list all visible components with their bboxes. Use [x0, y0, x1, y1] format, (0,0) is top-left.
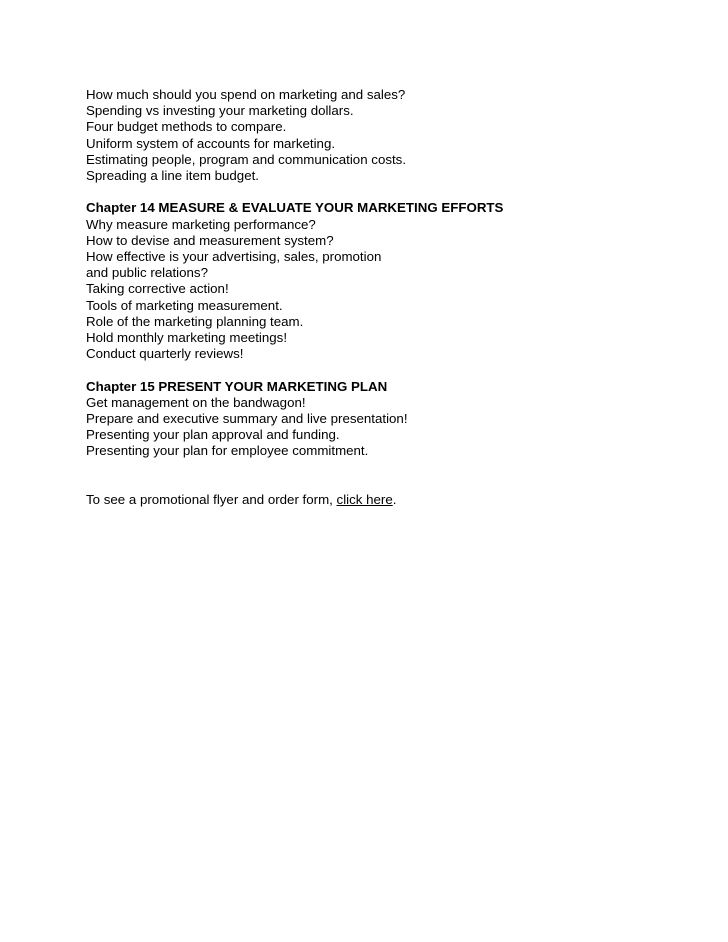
chapter-15-section: [86, 379, 686, 460]
chapter-14-line: How effective is your advertising, sales, promotion: [86, 249, 382, 265]
budget-line: Spreading a line item budget.: [86, 168, 259, 184]
order-form-suffix: .: [392, 492, 397, 508]
chapter-14-line: Role of the marketing planning team.: [86, 313, 304, 329]
budget-line: How much should you spend on marketing and sales?: [86, 87, 406, 102]
chapter-14-section: [86, 200, 686, 362]
chapter-15-line: Presenting your plan approval and funding.: [86, 427, 340, 443]
document-body: [86, 87, 686, 508]
chapter-14-line: Hold monthly marketing meetings!: [86, 330, 288, 346]
budget-line: Four budget methods to compare.: [86, 119, 287, 135]
click-here-link[interactable]: click here: [336, 492, 393, 508]
budget-section: [86, 87, 686, 184]
budget-line: Uniform system of accounts for marketing.: [86, 135, 336, 151]
chapter-14-line: How to devise and measurement system?: [86, 232, 334, 248]
chapter-14-line: Tools of marketing measurement.: [86, 297, 283, 313]
budget-line: Spending vs investing your marketing dollars.: [86, 103, 354, 119]
order-form-paragraph: [86, 492, 686, 508]
spacer: [86, 362, 686, 378]
spacer: [86, 460, 686, 492]
chapter-15-heading: Chapter 15 PRESENT YOUR MARKETING PLAN: [86, 378, 388, 394]
chapter-14-line: Why measure marketing performance?: [86, 216, 316, 232]
chapter-15-line: Presenting your plan for employee commitment.: [86, 443, 369, 459]
chapter-14-line: and public relations?: [86, 265, 208, 281]
chapter-14-heading: Chapter 14 MEASURE & EVALUATE YOUR MARKETING EFFORTS: [86, 200, 504, 216]
spacer: [86, 184, 686, 200]
chapter-15-line: Prepare and executive summary and live presentation!: [86, 411, 408, 427]
order-form-prefix: To see a promotional flyer and order form,: [86, 492, 337, 508]
chapter-14-line: Taking corrective action!: [86, 281, 229, 297]
budget-line: Estimating people, program and communication costs.: [86, 151, 407, 167]
chapter-14-line: Conduct quarterly reviews!: [86, 346, 244, 362]
chapter-15-line: Get management on the bandwagon!: [86, 394, 306, 410]
